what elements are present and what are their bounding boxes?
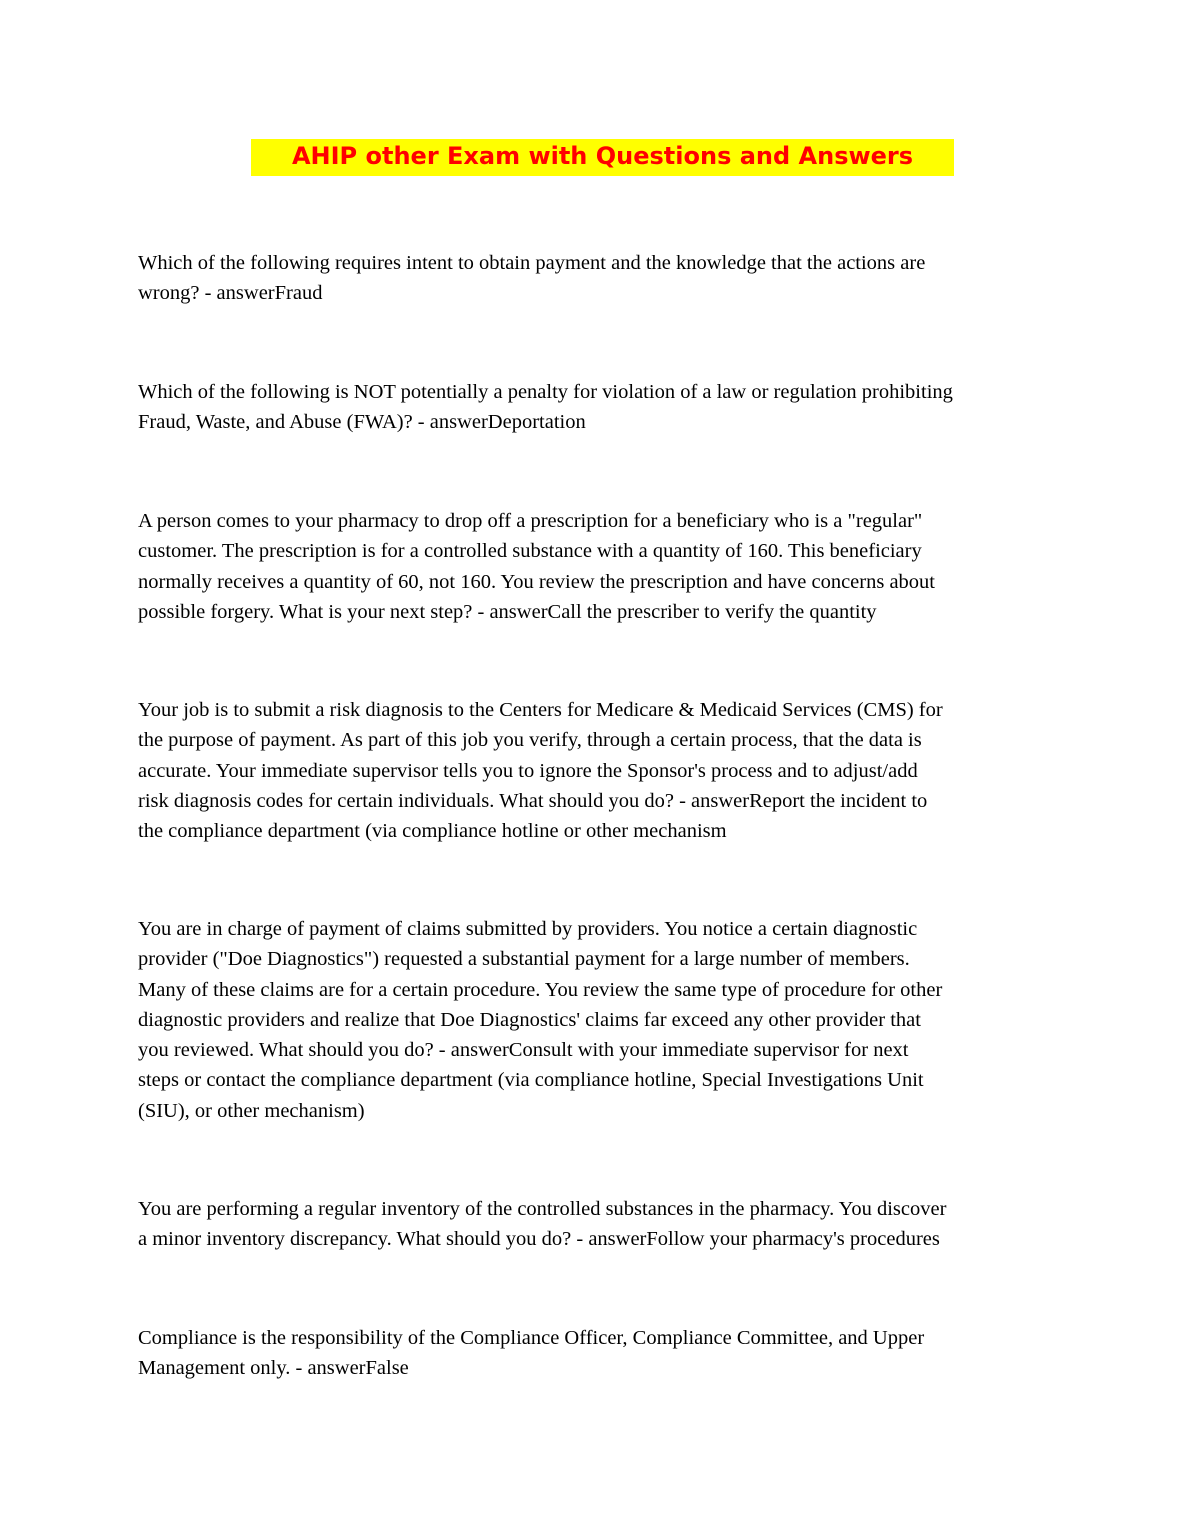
qa-text-line: Management only. - answerFalse	[138, 1357, 409, 1380]
qa-text-line: provider ("Doe Diagnostics") requested a substantial payment for a large number of members.	[138, 948, 910, 971]
qa-text-line: you reviewed. What should you do? - answerConsult with your immediate supervisor for next	[138, 1039, 909, 1062]
qa-text-line: steps or contact the compliance department (via compliance hotline, Special Investigations Unit	[138, 1069, 924, 1092]
qa-item	[138, 1323, 924, 1384]
qa-text-line: accurate. Your immediate supervisor tells you to ignore the Sponsor's process and to adjust/add	[138, 759, 918, 782]
qa-item	[138, 506, 935, 627]
qa-item	[138, 377, 953, 438]
qa-text-line: diagnostic providers and realize that Doe Diagnostics' claims far exceed any other provider that	[138, 1008, 921, 1031]
qa-text-line: Which of the following requires intent to obtain payment and the knowledge that the actions are	[138, 252, 926, 274]
qa-text-line: You are in charge of payment of claims submitted by providers. You notice a certain diagnostic	[138, 918, 918, 940]
qa-text-line: Many of these claims are for a certain procedure. You review the same type of procedure for other	[138, 978, 943, 1001]
qa-text-line: possible forgery. What is your next step? - answerCall the prescriber to verify the quantity	[138, 600, 877, 623]
qa-text-line: Fraud, Waste, and Abuse (FWA)? - answerDeportation	[138, 411, 586, 434]
title-highlight	[251, 139, 954, 176]
document-title: AHIP other Exam with Questions and Answers	[291, 142, 914, 170]
qa-text-line: Compliance is the responsibility of the Compliance Officer, Compliance Committee, and Upper	[138, 1327, 925, 1349]
qa-text-line: Which of the following is NOT potentially a penalty for violation of a law or regulation prohibiting	[138, 381, 953, 403]
qa-text-line: the compliance department (via compliance hotline or other mechanism	[138, 820, 727, 843]
qa-text-line: a minor inventory discrepancy. What should you do? - answerFollow your pharmacy's procedures	[138, 1228, 940, 1251]
qa-text-line: customer. The prescription is for a controlled substance with a quantity of 160. This beneficiary	[138, 540, 922, 563]
qa-text-line: (SIU), or other mechanism)	[138, 1099, 365, 1122]
qa-text-line: risk diagnosis codes for certain individuals. What should you do? - answerReport the incident to	[138, 789, 928, 812]
qa-item	[138, 914, 942, 1126]
qa-item	[138, 1194, 946, 1255]
qa-text-line: normally receives a quantity of 60, not 160. You review the prescription and have concerns about	[138, 570, 936, 593]
qa-item	[138, 248, 925, 309]
qa-text-line: the purpose of payment. As part of this job you verify, through a certain process, that the data is	[138, 729, 922, 752]
qa-text-line: wrong? - answerFraud	[138, 282, 323, 305]
qa-item	[138, 695, 943, 846]
qa-text-line: Your job is to submit a risk diagnosis to the Centers for Medicare & Medicaid Services (CMS) for	[138, 699, 943, 721]
qa-text-line: A person comes to your pharmacy to drop off a prescription for a beneficiary who is a "regular"	[138, 510, 923, 532]
qa-text-line: You are performing a regular inventory of the controlled substances in the pharmacy. You discover	[138, 1198, 947, 1220]
